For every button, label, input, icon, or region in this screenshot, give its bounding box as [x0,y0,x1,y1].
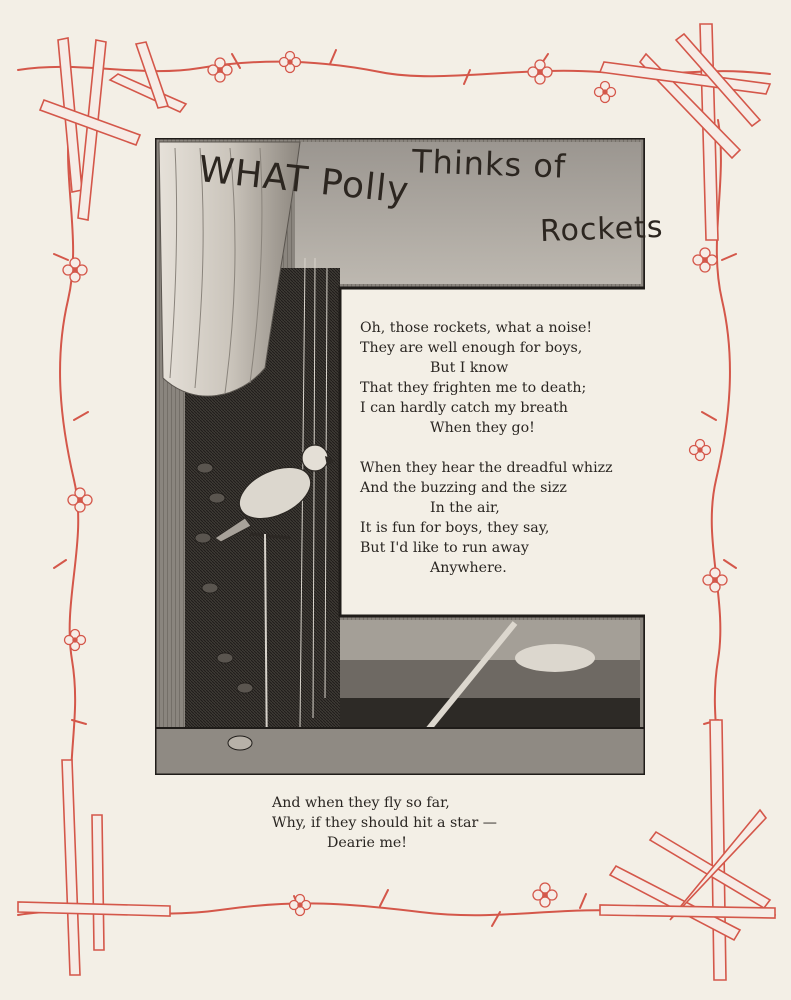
poem-line: They are well enough for boys, [360,340,583,356]
poem-line: In the air, [430,500,500,516]
stanza-gap [360,438,650,458]
poem-line: And when they fly so far, [272,795,450,811]
poem-body [360,318,650,578]
poem-line: And the buzzing and the sizz [360,480,567,496]
title-rockets: Rockets [539,209,665,250]
poem-line: Dearie me! [327,835,408,851]
poem-line: That they frighten me to death; [360,380,587,396]
poem-line: When they go! [430,420,535,436]
poem-line: Oh, those rockets, what a noise! [360,320,593,336]
poem-final-stanza [272,793,592,853]
poem-line: I can hardly catch my breath [360,400,568,416]
poem-line: When they hear the dreadful whizz [360,460,613,476]
poem-line: Anywhere. [430,560,507,576]
poem-line: It is fun for boys, they say, [360,520,550,536]
title-thinks-of: Thinks of [411,142,567,186]
poem-line: But I'd like to run away [360,540,529,556]
title-what-polly: WHAT Polly [196,149,412,212]
poem-line: Why, if they should hit a star — [272,815,497,831]
poem-line: But I know [430,360,509,376]
